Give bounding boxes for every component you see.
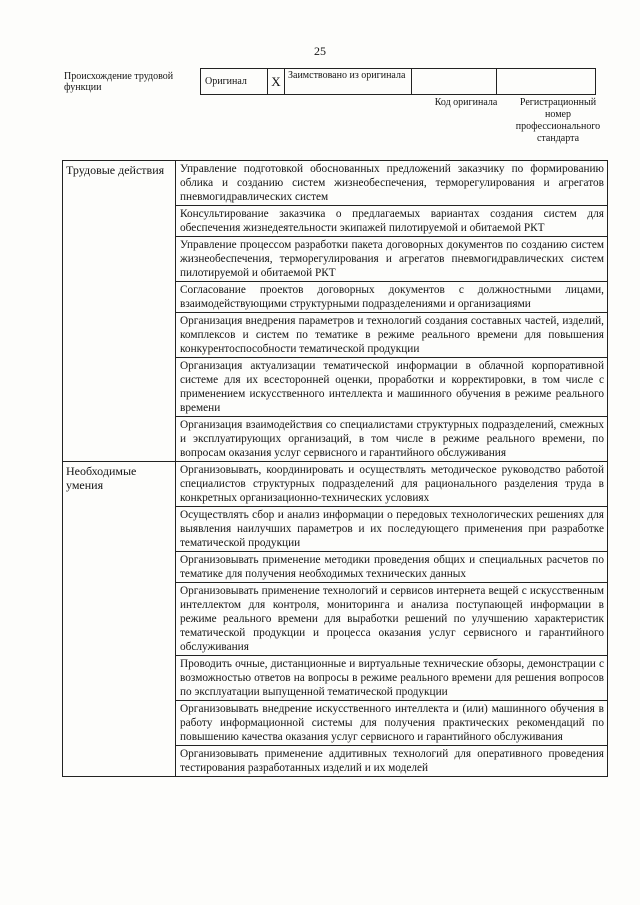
section-label: Необходимые умения [63,462,176,777]
table-row [63,161,608,206]
item-text: Организация актуализации тематической информации в облачной корпоративной системе для их всесторонней оценки, проработки и корректировки, в том числе с применением искусственного интеллекта и машинного обучения в режиме реального времени [176,358,608,417]
reg-number-cell [497,69,596,95]
origin-label: Происхождение трудовой функции [64,70,174,93]
item-text: Организовывать применение технологий и сервисов интернета вещей с искусственным интеллектом для контроля, мониторинга и анализа поступающей информации в режиме реального времени для выработки решений по улучшению характеристик тематической продукции и процесса оказания услуг сервисного и гарантийного обслуживания [176,583,608,656]
item-text: Проводить очные, дистанционные и виртуальные технические обзоры, демонстрации с возможностью ответов на вопросы в режиме реального времени для решения вопросов по эксплуатации выпущенной тематической продукции [176,656,608,701]
item-text: Организация внедрения параметров и технологий создания составных частей, изделий, комплексов и систем по тематике в режиме реального времени для повышения конкурентоспособности тематической продукции [176,313,608,358]
table-row [63,462,608,507]
item-text: Организовывать, координировать и осуществлять методическое руководство работой специалистов структурных подразделений для рационального разделения труда в конкретных организационно-технических условиях [176,462,608,507]
original-label: Оригинал [201,69,268,95]
item-text: Организация взаимодействия со специалистами структурных подразделений, смежных и эксплуатирующих организаций, в том числе в режиме реального времени, по вопросам оказания услуг сервисного и гарантийного обслуживания [176,417,608,462]
origin-table [62,68,596,95]
item-text: Организовывать применение аддитивных технологий для оперативного проведения тестирования разработанных изделий и их моделей [176,746,608,777]
item-text: Управление подготовкой обоснованных предложений заказчику по формированию облика и созданию систем жизнеобеспечения, терморегулирования и агрегатов пневмогидравлических систем [176,161,608,206]
item-text: Организовывать внедрение искусственного интеллекта и (или) машинного обучения в работу информационной системы для получения практических рекомендаций по повышению качества оказания услуг сервисного и гарантийного обслуживания [176,701,608,746]
page-number: 25 [314,44,326,58]
original-mark: X [268,69,285,95]
item-text: Осуществлять сбор и анализ информации о передовых технологических решениях для выявления наилучших параметров и их последующего применения при разработке тематической продукции [176,507,608,552]
item-text: Управление процессом разработки пакета договорных документов по созданию систем жизнеобеспечения, терморегулирования и агрегатов пневмогидравлических систем пилотируемой и обитаемой РКТ [176,237,608,282]
section-label: Трудовые действия [63,161,176,462]
code-original-cell [412,69,497,95]
reg-number-caption: Регистрационный номер профессионального стандарта [515,97,601,144]
borrowed-label: Заимствовано из оригинала [285,69,412,95]
item-text: Согласование проектов договорных документов с должностными лицами, взаимодействующими структурными подразделениями и организациями [176,282,608,313]
code-original-caption: Код оригинала [434,97,498,108]
item-text: Консультирование заказчика о предлагаемых вариантах создания систем для обеспечения жизнедеятельности экипажей пилотируемой и обитаемой РКТ [176,206,608,237]
item-text: Организовывать применение методики проведения общих и специальных расчетов по тематике для получения необходимых технических данных [176,552,608,583]
function-table [62,160,608,777]
